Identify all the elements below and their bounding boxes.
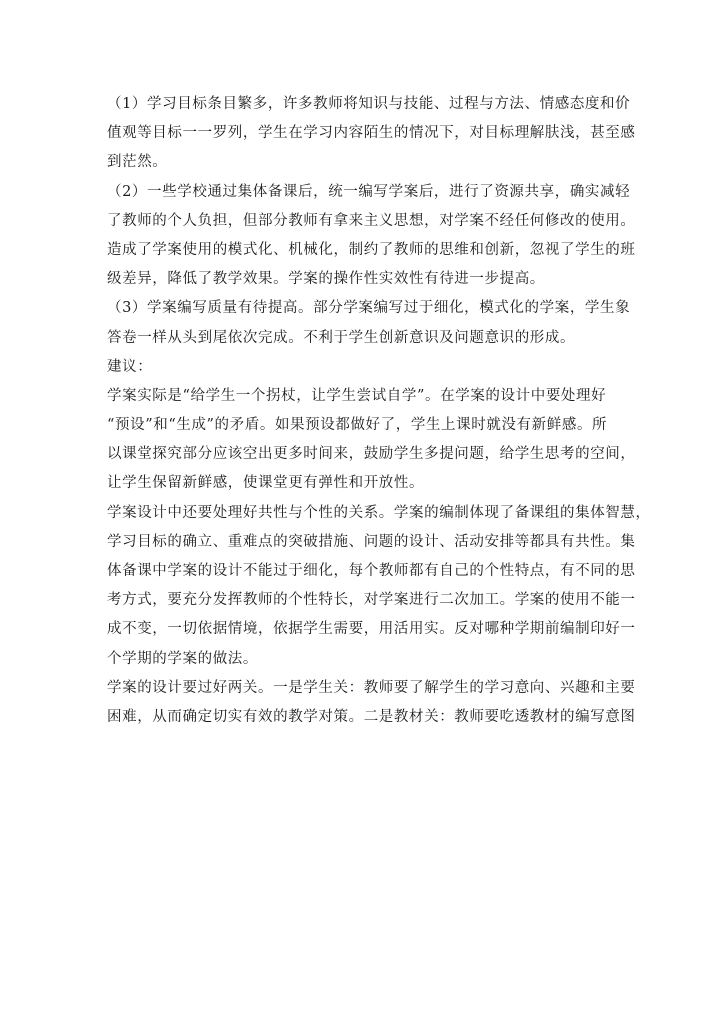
text-line-17: 体备课中学案的设计不能过于细化，每个教师都有自己的个性特点，有不同的思 bbox=[107, 563, 636, 579]
text-line-9: 答卷一样从头到尾依次完成。不利于学生创新意识及问题意识的形成。 bbox=[107, 329, 576, 346]
text-line-18: 考方式，要充分发挥教师的个性特长，对学案进行二次加工。学案的使用不能一 bbox=[107, 592, 636, 609]
text-line-13: 以课堂探究部分应该空出更多时间来，鼓励学生多提问题，给学生思考的空间， bbox=[107, 446, 636, 463]
text-line-3: 到茫然。 bbox=[107, 154, 168, 171]
text-line-16: 学习目标的确立、重难点的突破措施、问题的设计、活动安排等都具有共性。集 bbox=[107, 533, 636, 550]
text-line-4: （2）一些学校通过集体备课后，统一编写学案后，进行了资源共享，确实减轻 bbox=[107, 183, 631, 200]
text-line-19: 成不变，一切依据情境，依据学生需要，用活用实。反对哪种学期前编制印好一 bbox=[107, 621, 636, 638]
text-line-14: 让学生保留新鲜感，使课堂更有弹性和开放性。 bbox=[107, 475, 425, 492]
text-line-7: 级差异，降低了教学效果。学案的操作性实效性有待进一步提高。 bbox=[107, 271, 545, 288]
text-line-8: （3）学案编写质量有待提高。部分学案编写过于细化，模式化的学案，学生象 bbox=[107, 300, 631, 317]
text-line-21: 学案的设计要过好两关。一是学生关：教师要了解学生的学习意向、兴趣和主要 bbox=[107, 679, 636, 696]
text-line-15: 学案设计中还要处理好共性与个性的关系。学案的编制体现了备课组的集体智慧， bbox=[107, 504, 651, 521]
text-line-2: 值观等目标一一罗列，学生在学习内容陌生的情况下，对目标理解肤浅，甚至感 bbox=[107, 125, 636, 142]
text-line-1: （1）学习目标条目繁多，许多教师将知识与技能、过程与方法、情感态度和价 bbox=[107, 96, 631, 112]
text-line-20: 个学期的学案的做法。 bbox=[107, 650, 258, 667]
document-page bbox=[107, 90, 651, 732]
text-line-6: 造成了学案使用的模式化、机械化，制约了教师的思维和创新，忽视了学生的班 bbox=[107, 241, 636, 258]
text-line-10: 建议： bbox=[107, 358, 153, 375]
text-line-12: “预设”和“生成”的矛盾。如果预设都做好了，学生上课时就没有新鲜感。所 bbox=[107, 417, 608, 434]
text-line-5: 了教师的个人负担，但部分教师有拿来主义思想，对学案不经任何修改的使用。 bbox=[107, 212, 636, 229]
text-line-11: 学案实际是“给学生一个拐杖，让学生尝试自学”。在学案的设计中要处理好 bbox=[107, 387, 607, 404]
text-line-22: 困难，从而确定切实有效的教学对策。二是教材关：教师要吃透教材的编写意图 bbox=[107, 708, 636, 725]
